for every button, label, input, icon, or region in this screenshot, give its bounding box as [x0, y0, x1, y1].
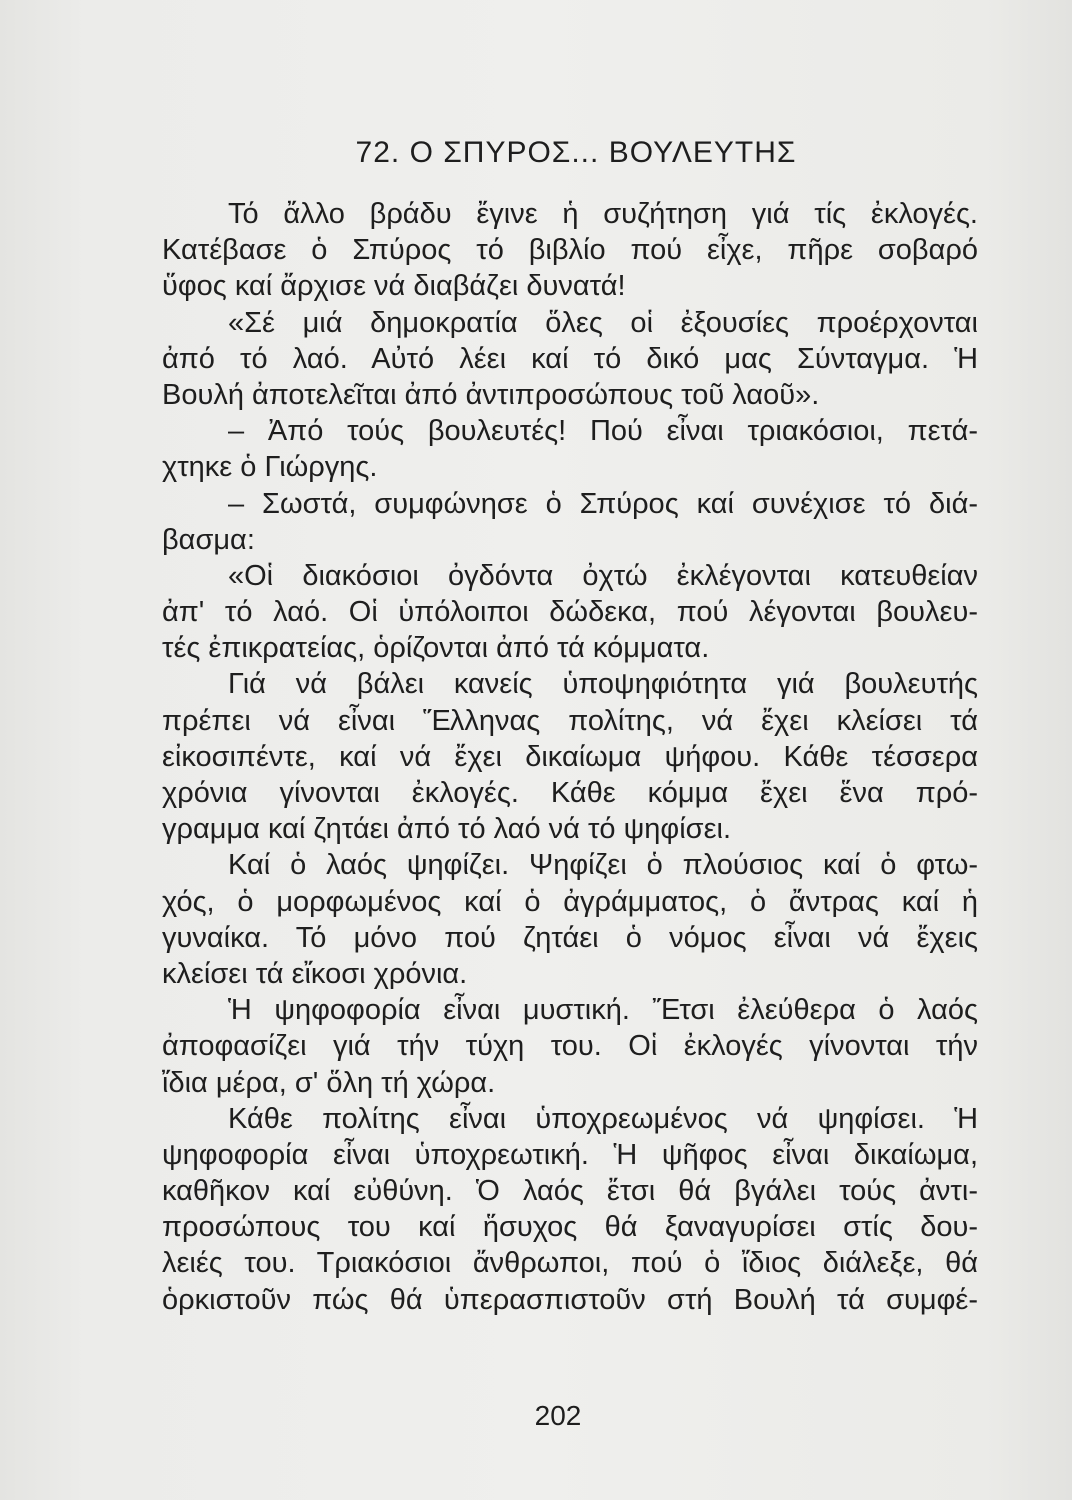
text-line: χρόνια γίνονται ἐκλογές. Κάθε κόμμα ἔχει ἕνα πρό-	[162, 777, 978, 809]
text-line: – Ἀπό τούς βουλευτές! Πού εἶναι τριακόσιοι, πετά-	[228, 415, 978, 448]
page-number: 202	[534, 1400, 582, 1431]
text-line: λειές του. Τριακόσιοι ἄνθρωποι, πού ὁ ἴδιος διάλεξε, θά	[162, 1247, 978, 1280]
text-line: ψηφοφορία εἶναι ὑποχρεωτική. Ἡ ψῆφος εἶναι δικαίωμα,	[162, 1138, 978, 1171]
body-text	[162, 196, 978, 1318]
text-line: ἴδια μέρα, σ' ὅλη τή χώρα.	[162, 1066, 496, 1099]
text-line: Τό ἄλλο βράδυ ἔγινε ἡ συζήτηση γιά τίς ἐκλογές.	[228, 198, 978, 230]
text-line: «Σέ μιά δημοκρατία ὅλες οἱ ἐξουσίες προέρχονται	[228, 306, 978, 339]
text-line: κλείσει τά εἴκοσι χρόνια.	[162, 957, 468, 990]
text-line: εἰκοσιπέντε, καί νά ἔχει δικαίωμα ψήφου. Κάθε τέσσερα	[162, 740, 978, 773]
text-line: πρέπει νά εἶναι Ἕλληνας πολίτης, νά ἔχει κλείσει τά	[162, 704, 978, 737]
text-line: ὁρκιστοῦν πώς θά ὑπερασπιστοῦν στή Βουλή τά συμφέ-	[162, 1283, 978, 1316]
text-line: Ἡ ψηφοφορία εἶναι μυστική. Ἔτσι ἐλεύθερα ὁ λαός	[228, 994, 978, 1027]
text-line: Βουλή ἀποτελεῖται ἀπό ἀντιπροσώπους τοῦ λαοῦ».	[162, 378, 820, 411]
text-line: ἀποφασίζει γιά τήν τύχη του. Οἱ ἐκλογές γίνονται τήν	[162, 1030, 978, 1063]
text-line: τές ἐπικρατείας, ὁρίζονται ἀπό τά κόμματα.	[162, 632, 710, 665]
text-line: «Οἱ διακόσιοι ὀγδόντα ὀχτώ ἐκλέγονται κατευθείαν	[228, 559, 978, 592]
text-line: ἀπό τό λαό. Αὐτό λέει καί τό δικό μας Σύνταγμα. Ἡ	[162, 342, 978, 375]
text-line: Καί ὁ λαός ψηφίζει. Ψηφίζει ὁ πλούσιος καί ὁ φτω-	[228, 849, 978, 882]
text-line: προσώπους του καί ἥσυχος θά ξαναγυρίσει στίς δου-	[162, 1211, 978, 1244]
text-line: χτηκε ὁ Γιώργης.	[162, 451, 378, 484]
chapter-title: 72. Ο ΣΠΥΡΟΣ... ΒΟΥΛΕΥΤΗΣ	[355, 136, 797, 169]
text-line: – Σωστά, συμφώνησε ὁ Σπύρος καί συνέχισε τό διά-	[228, 487, 978, 520]
text-line: ἀπ' τό λαό. Οἱ ὑπόλοιποι δώδεκα, πού λέγονται βουλευ-	[162, 596, 978, 629]
text-line: βασμα:	[162, 523, 255, 556]
text-line: χός, ὁ μορφωμένος καί ὁ ἀγράμματος, ὁ ἄντρας καί ἡ	[162, 885, 978, 918]
text-line: γυναίκα. Τό μόνο πού ζητάει ὁ νόμος εἶναι νά ἔχεις	[162, 921, 978, 954]
text-line: ὕφος καί ἄρχισε νά διαβάζει δυνατά!	[162, 270, 626, 303]
text-line: καθῆκον καί εὐθύνη. Ὁ λαός ἔτσι θά βγάλει τούς ἀντι-	[162, 1175, 978, 1208]
text-line: γραμμα καί ζητάει ἀπό τό λαό νά τό ψηφίσει.	[162, 813, 731, 846]
text-line: Κατέβασε ὁ Σπύρος τό βιβλίο πού εἶχε, πῆρε σοβαρό	[162, 234, 978, 267]
text-line: Κάθε πολίτης εἶναι ὑποχρεωμένος νά ψηφίσει. Ἡ	[228, 1102, 978, 1135]
text-line: Γιά νά βάλει κανείς ὑποψηφιότητα γιά βουλευτής	[228, 668, 978, 701]
